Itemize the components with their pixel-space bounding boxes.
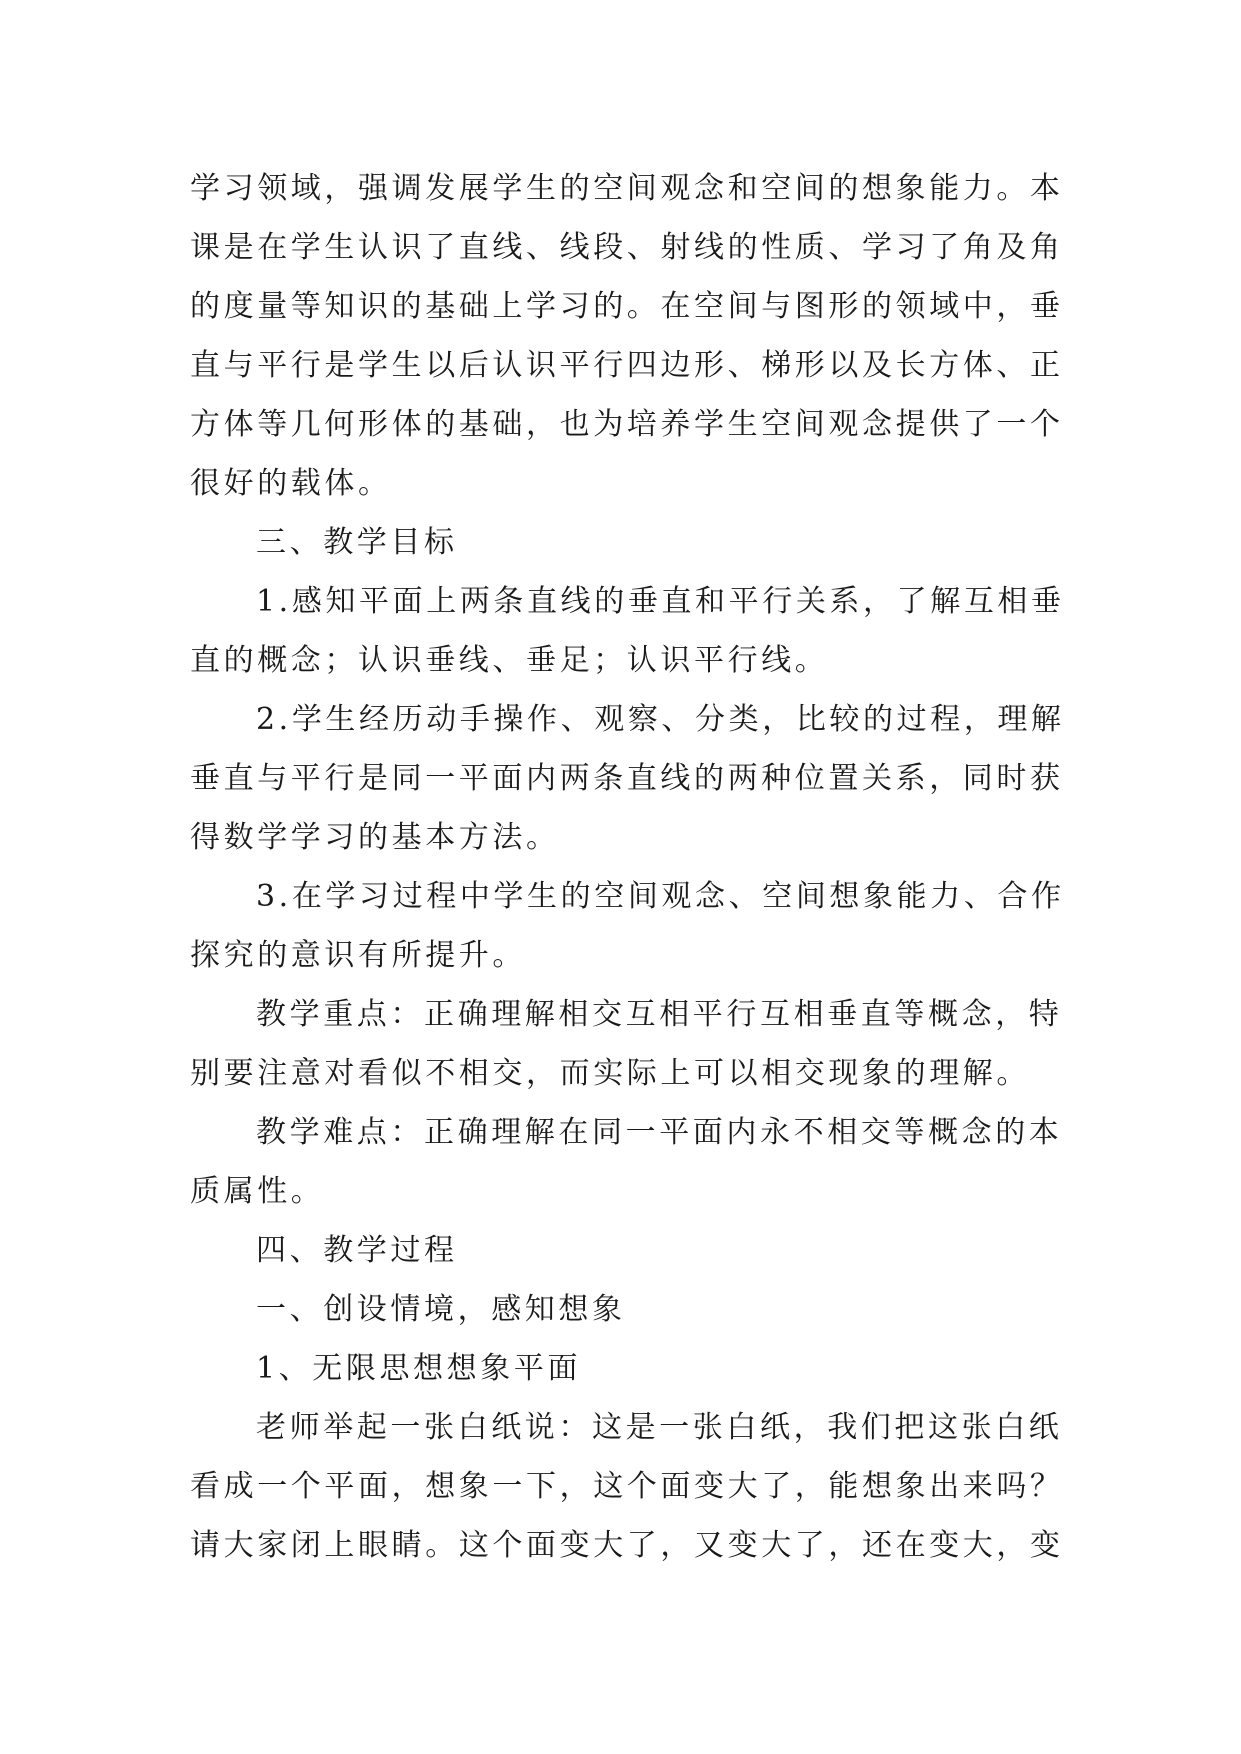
text-line: 探究的意识有所提升。: [190, 938, 526, 973]
text-line: 直的概念；认识垂线、垂足；认识平行线。: [190, 643, 829, 678]
text-line: 别要注意对看似不相交，而实际上可以相交现象的理解。: [190, 1056, 1030, 1091]
section-heading: 四、教学过程: [256, 1233, 458, 1268]
text-line: 老师举起一张白纸说：这是一张白纸，我们把这张白纸: [256, 1410, 1063, 1445]
text-line: 的度量等知识的基础上学习的。在空间与图形的领域中，垂: [190, 289, 1064, 324]
text-line: 方体等几何形体的基础，也为培养学生空间观念提供了一个: [190, 407, 1064, 442]
text-line: 课是在学生认识了直线、线段、射线的性质、学习了角及角: [190, 230, 1064, 265]
text-line: 请大家闭上眼睛。这个面变大了，又变大了，还在变大，变: [190, 1528, 1064, 1563]
text-line: 1.感知平面上两条直线的垂直和平行关系，了解互相垂: [256, 584, 1065, 619]
text-line: 2.学生经历动手操作、观察、分类，比较的过程，理解: [256, 702, 1065, 737]
text-line: 教学重点：正确理解相交互相平行互相垂直等概念，特: [256, 997, 1063, 1032]
text-line: 学习领域，强调发展学生的空间观念和空间的想象能力。本: [190, 171, 1064, 206]
subsection-heading: 1、无限思想想象平面: [256, 1351, 582, 1386]
section-heading: 三、教学目标: [256, 525, 458, 560]
text-line: 垂直与平行是同一平面内两条直线的两种位置关系，同时获: [190, 761, 1064, 796]
text-line: 很好的载体。: [190, 466, 392, 501]
text-line: 质属性。: [190, 1174, 325, 1209]
text-line: 得数学学习的基本方法。: [190, 820, 560, 855]
text-line: 3.在学习过程中学生的空间观念、空间想象能力、合作: [256, 879, 1065, 914]
text-line: 教学难点：正确理解在同一平面内永不相交等概念的本: [256, 1115, 1063, 1150]
text-line: 直与平行是学生以后认识平行四边形、梯形以及长方体、正: [190, 348, 1064, 383]
text-line: 看成一个平面，想象一下，这个面变大了，能想象出来吗？: [190, 1469, 1064, 1504]
subsection-heading: 一、创设情境，感知想象: [256, 1292, 626, 1327]
